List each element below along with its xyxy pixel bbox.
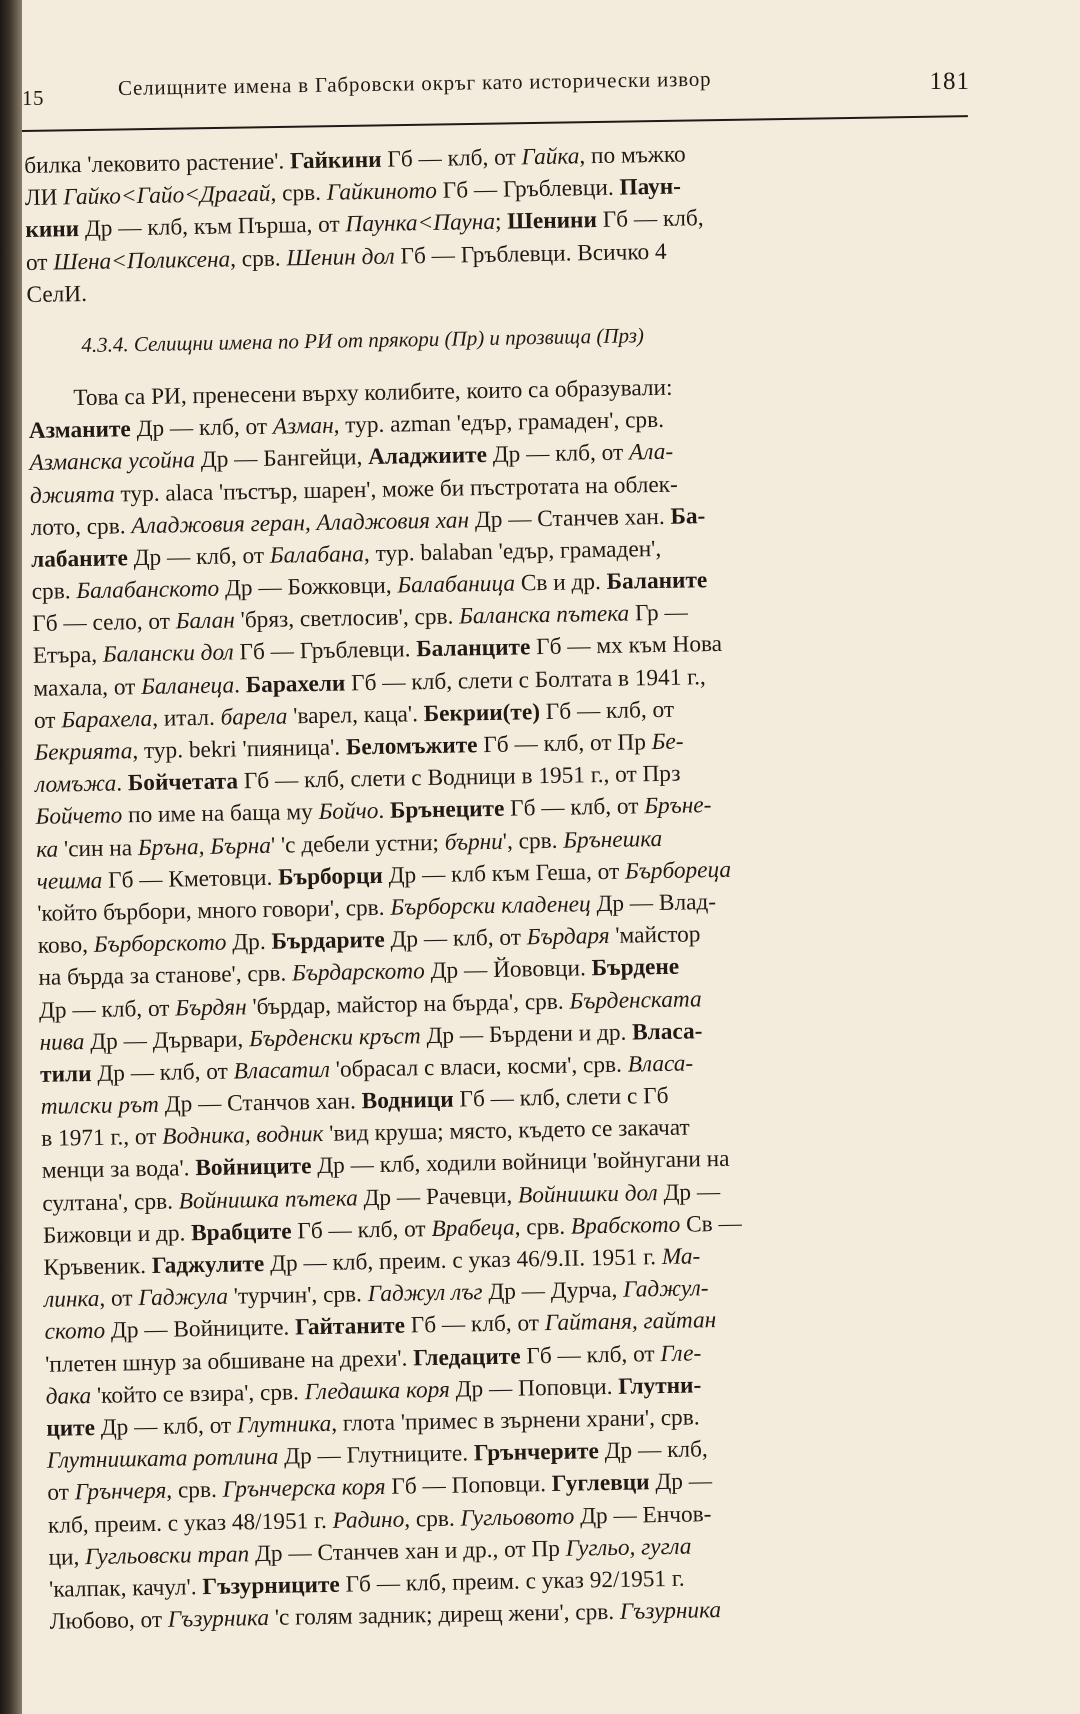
italic-form: Водника, водник: [162, 1121, 324, 1150]
headword: ците: [46, 1414, 96, 1442]
book-spine-shadow: [0, 0, 22, 1714]
headword: Водници: [361, 1086, 454, 1115]
italic-form: Брънешка: [563, 825, 663, 854]
text-run: Гб — клб, от: [539, 696, 675, 725]
text-run: Др — клб, от: [130, 413, 274, 443]
text-run: Гб — мх към Нова: [530, 631, 723, 661]
italic-form: Войнишки дол: [517, 1179, 658, 1209]
text-run: 'плетен шнур за обшиване на дрехи'.: [44, 1344, 414, 1378]
text-run: ково,: [37, 932, 95, 960]
headword: Азманите: [28, 416, 131, 445]
text-run: от: [33, 707, 62, 734]
text-run: СелИ.: [26, 280, 88, 308]
text-run: Гб — клб, от: [381, 144, 522, 173]
text-run: Гб — Гръблевци.: [436, 174, 620, 204]
headword: Бърдене: [591, 954, 680, 982]
text-run: Др — Поповци.: [449, 1373, 619, 1403]
italic-form: Балабана: [269, 541, 365, 569]
headword: Грънчерите: [473, 1438, 600, 1467]
headword: Ба-: [670, 502, 706, 530]
page-number: 181: [929, 68, 970, 95]
italic-form: Войнишка пътека: [178, 1184, 358, 1215]
text-run: Др — Войниците.: [104, 1314, 296, 1345]
headword: Гайкини: [289, 146, 382, 175]
text-run: Др — клб, от: [384, 924, 527, 953]
headword: Шенини: [507, 207, 598, 235]
italic-form: Гугльовски трап: [84, 1540, 250, 1570]
text-run: ;: [494, 208, 508, 236]
italic-form: дака: [45, 1382, 92, 1410]
text-run: .: [116, 770, 129, 797]
text-run: 'бърдар, майстор на бърда', срв.: [246, 988, 570, 1020]
text-run: Др — клб, към Пърша, от: [78, 211, 346, 243]
text-run: Гб — Поповци.: [385, 1471, 553, 1501]
text-run: Др — Йововци.: [424, 955, 592, 985]
headword: Барахели: [245, 670, 346, 698]
italic-form: Гайтаня, гайтан: [544, 1307, 717, 1337]
text-run: менци за вода'.: [41, 1155, 196, 1185]
text-run: 'който се взира', срв.: [90, 1379, 305, 1409]
italic-form: Шенин дол: [286, 243, 395, 271]
italic-form: Врабеца: [431, 1214, 515, 1242]
left-page-number: 15: [22, 86, 44, 110]
text-run: Гб — клб, от Пр: [477, 729, 652, 759]
italic-form: Грънчерска коря: [222, 1474, 386, 1504]
italic-form: Балан: [175, 607, 236, 635]
italic-form: ка: [35, 836, 59, 863]
text-run: 'вид круша; място, където се закачат: [323, 1114, 690, 1148]
text-run: , срв.: [166, 1477, 223, 1505]
text-run: Това са РИ, пренесени върху колибите, които са образували:: [73, 374, 673, 412]
text-run: 'варел, каца'.: [287, 700, 424, 730]
italic-form: тилски рът: [40, 1091, 160, 1120]
italic-form: Гайко<Гайо<Драгай: [63, 180, 271, 211]
text-run: Гб — клб, от: [504, 793, 645, 823]
running-title: Селищните имена в Габровски окръг като исторически извор: [117, 66, 712, 100]
running-header: [22, 62, 970, 114]
italic-form: линка: [43, 1286, 100, 1314]
italic-form: Гъзурника: [619, 1597, 722, 1625]
italic-form: Бърденски кръст: [248, 1022, 421, 1052]
text-run: Етъра,: [32, 642, 104, 670]
text-run: Гб — клб, от: [520, 1340, 661, 1370]
text-run: Др — Станчев хан.: [468, 503, 671, 533]
italic-form: Бръна, Бърна: [137, 832, 272, 861]
headword: Брънеците: [389, 796, 505, 825]
text-run: по име на баща му: [122, 799, 319, 829]
text-run: Любово, от: [49, 1606, 169, 1635]
italic-form: Бърдян: [175, 993, 247, 1021]
text-run: 'бряз, светлосив', срв.: [234, 603, 460, 634]
headword: Врабците: [190, 1218, 292, 1247]
text-run: султана', срв.: [42, 1188, 179, 1217]
headword: Баланците: [416, 634, 531, 663]
italic-form: ското: [44, 1318, 106, 1346]
italic-form: Шена<Поликсена: [53, 245, 231, 276]
text-run: Св —: [680, 1210, 742, 1238]
text-run: , срв.: [514, 1213, 572, 1241]
italic-form: Врабското: [570, 1211, 681, 1240]
italic-form: Гугльовото: [460, 1503, 575, 1532]
text-run: 'калпак, качул'.: [48, 1573, 203, 1603]
text-run: Св и др.: [514, 568, 607, 597]
text-run: ци,: [48, 1543, 86, 1571]
text-run: Др — Дървари,: [84, 1025, 250, 1055]
text-run: Др — Станчев хан и др., от Пр: [248, 1535, 566, 1567]
text-run: .: [233, 671, 247, 699]
italic-form: Глутнишката ротлина: [46, 1443, 279, 1474]
text-run: Гб — село, от: [32, 608, 176, 638]
text-run: 'турчин', срв.: [227, 1281, 368, 1310]
italic-form: Гугльо, гугла: [565, 1533, 692, 1562]
italic-form: Гъзурника: [167, 1605, 270, 1633]
italic-form: Гайка: [521, 143, 580, 171]
italic-form: Бърборски кладенец: [390, 891, 591, 921]
italic-form: Власатил: [233, 1056, 331, 1085]
text-run: Др — клб, от: [94, 1412, 238, 1441]
text-run: Др — клб,: [598, 1436, 708, 1465]
italic-form: Бръне-: [643, 792, 712, 820]
italic-form: Гаджул лъг: [367, 1279, 483, 1308]
text-run: 'син на: [57, 834, 139, 863]
text-run: , от: [99, 1285, 139, 1313]
italic-form: Бойчо: [318, 798, 379, 826]
italic-form: Бойчето: [35, 802, 123, 831]
italic-form: Паунка<Пауна: [345, 209, 496, 238]
headword: Власа-: [631, 1017, 703, 1046]
text-run: Др — Дурча,: [482, 1276, 624, 1306]
headword: Гаджулите: [151, 1250, 265, 1279]
text-run: Гб — клб, слети с Болтата в 1941 г.,: [345, 663, 706, 697]
headword: Бойчетата: [127, 768, 239, 797]
headword: тили: [39, 1060, 92, 1088]
italic-form: Гаджул-: [622, 1275, 709, 1303]
headword: Бърдарите: [271, 926, 385, 955]
text-run: 'с голям задник; дирещ жени', срв.: [268, 1598, 621, 1632]
text-run: клб, преим. с указ 48/1951 г.: [47, 1507, 333, 1539]
headword: Гъзурниците: [202, 1571, 340, 1600]
text-run: тур. alaca 'пъстър, шарен', може би пъстротата на облек-: [114, 471, 678, 507]
italic-form: Бърдарското: [291, 958, 425, 987]
headword: Баланите: [606, 567, 708, 595]
text-run: махала, от: [33, 673, 142, 702]
text-run: Др — Бангейци,: [194, 444, 369, 474]
text-run: .: [378, 798, 391, 825]
italic-form: Бе-: [651, 728, 684, 756]
italic-form: барела: [220, 703, 288, 731]
text-run: Др — Влад-: [590, 888, 717, 918]
text-run: Др — Бърдени и др.: [420, 1019, 633, 1049]
text-run: Др —: [649, 1468, 713, 1496]
italic-form: ломъжа: [34, 770, 117, 799]
text-run: Др — Станчов хан.: [158, 1088, 362, 1118]
text-run: 'обрасал с власи, косми', срв.: [329, 1051, 628, 1083]
headword: Гайтаните: [294, 1312, 406, 1341]
text-run: Др — Енчов-: [574, 1500, 712, 1530]
text-run: , глота 'примес в зърнени храни', срв.: [331, 1404, 700, 1437]
header-rule: [22, 115, 968, 132]
italic-form: Азман: [272, 412, 334, 440]
text-run: Гб — клб, преим. с указ 92/1951 г.: [339, 1565, 685, 1598]
text-run: лото, срв.: [30, 512, 132, 541]
italic-form: чешма: [36, 867, 103, 895]
headword: Гледаците: [412, 1343, 521, 1371]
text-run: Др — Глутниците.: [278, 1440, 475, 1470]
headword: кини: [25, 216, 80, 244]
headword: Беломъжите: [345, 732, 478, 761]
italic-form: Ала-: [628, 439, 674, 466]
text-run: ', срв.: [502, 827, 564, 855]
headword: Аладжиите: [367, 442, 488, 471]
italic-form: Гаджула: [138, 1283, 229, 1312]
italic-form: Грънчеря: [74, 1478, 167, 1506]
italic-form: Власа-: [627, 1050, 694, 1078]
italic-form: джията: [29, 480, 115, 509]
text-run: , срв.: [270, 179, 327, 207]
text-run: Гб — клб,: [596, 205, 704, 234]
text-run: , срв.: [404, 1505, 461, 1533]
text-run: Гб — Кметовци.: [102, 864, 279, 894]
text-run: , тур. bekri 'пияница'.: [132, 734, 347, 765]
text-run: Др — клб към Геша, от: [382, 858, 626, 889]
italic-form: Аладжовия геран, Аладжовия хан: [131, 506, 470, 539]
text-run: от: [25, 249, 54, 276]
text-run: Др — клб, ходили войници 'войнугани на: [311, 1146, 730, 1180]
italic-form: Баланеца: [140, 672, 235, 700]
body-text: [24, 133, 1044, 1638]
italic-form: нива: [39, 1028, 85, 1056]
headword: Паун-: [619, 173, 682, 201]
text-run: , срв.: [229, 245, 287, 272]
text-run: Кръвеник.: [43, 1252, 153, 1281]
headword: Гуглевци: [551, 1469, 650, 1498]
headword: Глутни-: [618, 1372, 702, 1400]
italic-form: Азманска усойна: [29, 447, 196, 477]
section-heading: 4.3.4. Селищни имена по РИ от прякори (Пр) и прозвища (Прз): [81, 323, 645, 357]
italic-form: Глутника: [236, 1410, 332, 1439]
italic-form: Бърденската: [569, 985, 702, 1015]
text-run: Др — клб, от: [91, 1058, 234, 1087]
italic-form: Ма-: [661, 1243, 701, 1271]
italic-form: Гле-: [660, 1339, 702, 1367]
text-run: Др — Рачевци,: [357, 1182, 519, 1211]
italic-form: Бърборското: [93, 929, 227, 959]
italic-form: Баланска пътека: [458, 600, 630, 630]
headword: лабаните: [30, 545, 129, 573]
italic-form: Барахела: [61, 705, 153, 734]
text-run: Гб — Гръблевци.: [233, 636, 417, 666]
text-run: Др — клб, преим. с указ 46/9.II. 1951 г.: [264, 1244, 663, 1277]
headword: Войниците: [195, 1153, 312, 1182]
text-run: Бижовци и др.: [42, 1220, 192, 1249]
text-run: , тур. balaban 'едър, грамаден',: [363, 535, 662, 568]
text-run: Гб — клб, от: [291, 1215, 432, 1245]
text-run: Др — клб, от: [486, 439, 630, 469]
text-run: билка 'лековито растение'.: [24, 148, 291, 179]
italic-form: Бърдаря: [526, 923, 610, 951]
headword: Бърборци: [277, 862, 384, 891]
text-run: Др.: [226, 928, 272, 956]
text-run: Др — клб, от: [127, 542, 271, 572]
text-run: на бърда за станове', срв.: [38, 960, 293, 992]
text-run: Гб — клб, слети с Гб: [453, 1082, 669, 1113]
text-run: ' 'с дебели устни;: [270, 829, 445, 859]
italic-form: Гледашка коря: [304, 1376, 451, 1406]
italic-form: Бекрията: [34, 738, 133, 766]
italic-form: Балабанското: [76, 575, 220, 605]
text-run: 'майстор: [609, 921, 701, 950]
italic-form: Гайкиното: [326, 177, 438, 206]
text-run: Др — Божковци,: [218, 572, 398, 602]
text-run: в 1971 г., от: [41, 1123, 163, 1153]
text-run: Гр —: [628, 599, 689, 627]
paragraph-continuation: [24, 133, 1021, 311]
text-run: , по мъжко: [579, 141, 686, 170]
text-run: Гб — клб, слети с Водници в 1951 г., от Прз: [237, 760, 681, 795]
italic-form: Радино: [332, 1506, 405, 1534]
italic-form: бърни: [444, 828, 504, 856]
paragraph-nicknames: [28, 366, 1044, 1638]
text-run: Гб — Гръблевци. Всичко 4: [394, 238, 667, 270]
italic-form: Балански дол: [102, 639, 234, 669]
text-run: Др — клб, от: [38, 994, 176, 1024]
text-run: срв.: [31, 578, 77, 605]
text-run: ЛИ: [24, 184, 64, 212]
text-run: , тур. azman 'едър, грамаден', срв.: [333, 406, 665, 439]
italic-form: Балабаница: [397, 570, 516, 599]
text-run: , итал.: [151, 704, 221, 732]
text-run: 'който бърбори, много говори', срв.: [37, 894, 391, 927]
text-run: Гб — клб, от: [404, 1310, 546, 1339]
headword: Бекрии(те): [423, 698, 541, 727]
text-run: Др —: [657, 1178, 721, 1206]
text-run: от: [47, 1479, 76, 1507]
italic-form: Бърбореца: [624, 856, 732, 885]
